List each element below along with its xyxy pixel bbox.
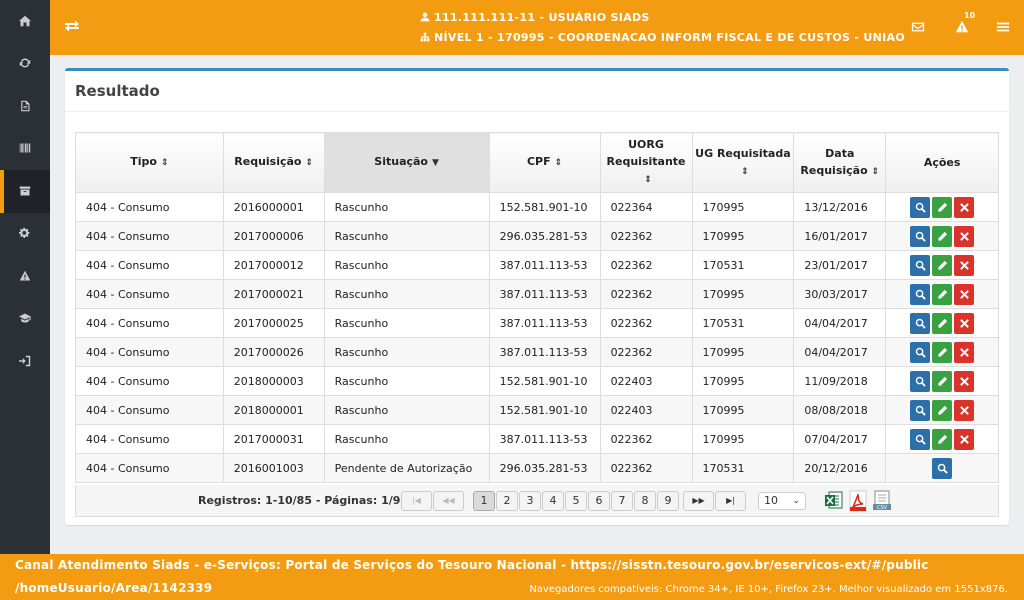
column-header-label: UORG Requisitante [606, 138, 686, 168]
sort-icon[interactable]: ⇕ [554, 158, 563, 168]
page-button-9[interactable]: 9 [657, 491, 679, 511]
cell-cpf: 387.011.113-53 [489, 338, 600, 367]
exchange-icon [64, 18, 80, 34]
cell-requisicao: 2017000025 [223, 309, 324, 338]
cell-actions [886, 367, 999, 396]
view-button[interactable] [910, 371, 930, 392]
cell-data: 13/12/2016 [794, 193, 886, 222]
gears-icon [19, 224, 31, 243]
column-header-data[interactable] [794, 133, 886, 193]
delete-button[interactable] [954, 197, 974, 218]
edit-button[interactable] [932, 284, 952, 305]
cell-uorg: 022403 [600, 367, 692, 396]
csv-label: CSV [876, 505, 888, 511]
cell-data: 23/01/2017 [794, 251, 886, 280]
cell-requisicao: 2017000026 [223, 338, 324, 367]
pdf-export-icon[interactable] [848, 490, 868, 512]
cell-tipo: 404 - Consumo [76, 425, 224, 454]
column-header-label: Data Requisição [800, 146, 868, 177]
page-size-select[interactable] [758, 492, 806, 510]
top-header [50, 0, 1024, 55]
sort-icon[interactable]: ⇕ [644, 175, 652, 185]
cell-uorg: 022362 [600, 309, 692, 338]
cell-actions [886, 280, 999, 309]
column-header-label: Requisição [234, 155, 302, 168]
next-page-button[interactable]: ▶▶ [683, 491, 714, 511]
page-button-2[interactable]: 2 [496, 491, 518, 511]
first-page-button[interactable]: |◀ [401, 491, 432, 511]
column-header-label: Ações [923, 156, 961, 169]
cell-cpf: 296.035.281-53 [489, 222, 600, 251]
edit-button[interactable] [932, 342, 952, 363]
cell-data: 04/04/2017 [794, 309, 886, 338]
pagination-bar [75, 485, 999, 517]
delete-button[interactable] [954, 226, 974, 247]
cell-data: 07/04/2017 [794, 425, 886, 454]
cell-uorg: 022364 [600, 193, 692, 222]
sidebar-item-settings[interactable] [0, 213, 50, 256]
cell-uorg: 022362 [600, 425, 692, 454]
sidebar-item-training[interactable] [0, 298, 50, 341]
alert-count-badge: 10 [964, 11, 976, 20]
document-icon [19, 97, 31, 116]
cell-actions [886, 338, 999, 367]
warning-icon [19, 267, 31, 286]
table-row [76, 309, 999, 338]
table-row [76, 222, 999, 251]
user-icon [420, 12, 430, 22]
delete-button[interactable] [954, 313, 974, 334]
cell-data: 20/12/2016 [794, 454, 886, 483]
cell-requisicao: 2017000031 [223, 425, 324, 454]
view-button[interactable] [910, 284, 930, 305]
delete-button[interactable] [954, 284, 974, 305]
results-table [75, 132, 999, 483]
column-header-label: Situação [374, 155, 428, 168]
column-header-requisicao[interactable] [223, 133, 324, 193]
cell-data: 11/09/2018 [794, 367, 886, 396]
cell-requisicao: 2017000012 [223, 251, 324, 280]
view-button[interactable] [910, 429, 930, 450]
table-row [76, 454, 999, 483]
cell-cpf: 152.581.901-10 [489, 193, 600, 222]
sidebar-item-login[interactable] [0, 340, 50, 383]
view-button[interactable] [910, 226, 930, 247]
refresh-icon [19, 54, 31, 73]
sidebar-item-archive[interactable] [0, 170, 50, 213]
level-line-text: NÍVEL 1 - 170995 - COORDENACAO INFORM FISCAL E DE CUSTOS - UNIAO [434, 31, 905, 44]
browser-compat-note: Navegadores compatíveis: Chrome 34+, IE 10+, Firefox 23+. Melhor visualizado em 1551x876. [529, 584, 1008, 595]
toggle-sidebar-button[interactable] [64, 18, 80, 34]
cell-ug: 170995 [692, 193, 794, 222]
cell-situacao: Pendente de Autorização [324, 454, 489, 483]
cell-tipo: 404 - Consumo [76, 396, 224, 425]
cell-situacao: Rascunho [324, 396, 489, 425]
chevron-down-icon: ⌄ [792, 496, 800, 506]
sort-icon[interactable]: ⇕ [160, 158, 169, 168]
edit-button[interactable] [932, 313, 952, 334]
cell-tipo: 404 - Consumo [76, 454, 224, 483]
cell-actions [886, 222, 999, 251]
menu-button[interactable] [996, 19, 1010, 33]
cell-actions [886, 396, 999, 425]
sidebar-item-document[interactable] [0, 85, 50, 128]
cell-situacao: Rascunho [324, 309, 489, 338]
last-page-button[interactable]: ▶| [715, 491, 746, 511]
cell-tipo: 404 - Consumo [76, 193, 224, 222]
column-header-tipo[interactable] [76, 133, 224, 193]
view-button[interactable] [910, 313, 930, 334]
sort-icon[interactable]: ⇕ [871, 166, 880, 177]
delete-button[interactable] [954, 400, 974, 421]
cell-data: 16/01/2017 [794, 222, 886, 251]
cell-tipo: 404 - Consumo [76, 222, 224, 251]
table-row [76, 425, 999, 454]
envelope-icon [911, 20, 925, 34]
cell-requisicao: 2016001003 [223, 454, 324, 483]
page-button-6[interactable]: 6 [588, 491, 610, 511]
cell-situacao: Rascunho [324, 280, 489, 309]
cell-cpf: 387.011.113-53 [489, 309, 600, 338]
cell-ug: 170995 [692, 367, 794, 396]
cell-actions [886, 309, 999, 338]
column-header-acoes [886, 133, 999, 193]
page-button-3[interactable]: 3 [519, 491, 541, 511]
cell-uorg: 022362 [600, 338, 692, 367]
cell-situacao: Rascunho [324, 222, 489, 251]
cell-requisicao: 2018000003 [223, 367, 324, 396]
table-row [76, 338, 999, 367]
cell-uorg: 022362 [600, 251, 692, 280]
edit-button[interactable] [932, 371, 952, 392]
cell-actions [886, 251, 999, 280]
result-panel [65, 68, 1009, 525]
column-header-label: Tipo [130, 155, 157, 168]
cell-situacao: Rascunho [324, 367, 489, 396]
cell-requisicao: 2016000001 [223, 193, 324, 222]
table-row [76, 280, 999, 309]
cell-cpf: 152.581.901-10 [489, 367, 600, 396]
table-header-row [76, 133, 999, 193]
cell-situacao: Rascunho [324, 425, 489, 454]
cell-uorg: 022362 [600, 454, 692, 483]
cell-requisicao: 2017000006 [223, 222, 324, 251]
cell-situacao: Rascunho [324, 193, 489, 222]
cell-ug: 170995 [692, 396, 794, 425]
cell-cpf: 296.035.281-53 [489, 454, 600, 483]
cell-ug: 170995 [692, 338, 794, 367]
pagination-info: Registros: 1-10/85 - Páginas: 1/9 [198, 494, 401, 507]
page-button-5[interactable]: 5 [565, 491, 587, 511]
edit-button[interactable] [932, 197, 952, 218]
page-button-4[interactable]: 4 [542, 491, 564, 511]
cell-requisicao: 2018000001 [223, 396, 324, 425]
previous-page-button[interactable]: ◀◀ [433, 491, 464, 511]
cell-cpf: 152.581.901-10 [489, 396, 600, 425]
sidebar-item-home[interactable] [0, 0, 50, 43]
cell-ug: 170531 [692, 251, 794, 280]
sidebar-item-barcode[interactable] [0, 128, 50, 171]
delete-button[interactable] [954, 255, 974, 276]
delete-button[interactable] [954, 429, 974, 450]
cell-uorg: 022362 [600, 280, 692, 309]
page-button-8[interactable]: 8 [634, 491, 656, 511]
user-line-text: 111.111.111-11 - USUÁRIO SIADS [434, 11, 650, 24]
page-size-value: 10 [764, 494, 778, 507]
column-header-label: UG Requisitada [695, 146, 791, 160]
view-button[interactable] [910, 255, 930, 276]
column-header-cpf[interactable] [489, 133, 600, 193]
sitemap-icon [420, 32, 430, 42]
page-button-7[interactable]: 7 [611, 491, 633, 511]
sidebar [0, 0, 50, 554]
csv-export-icon[interactable] [872, 490, 892, 512]
footer-link-line2[interactable]: /homeUsuario/Area/1142339 [15, 581, 213, 595]
cell-data: 08/08/2018 [794, 396, 886, 425]
barcode-icon [19, 139, 31, 158]
mail-button[interactable] [911, 19, 925, 33]
home-icon [19, 12, 31, 31]
cell-data: 04/04/2017 [794, 338, 886, 367]
table-row [76, 396, 999, 425]
cell-data: 30/03/2017 [794, 280, 886, 309]
sort-icon[interactable]: ⇕ [305, 158, 314, 168]
archive-icon [19, 182, 31, 201]
excel-export-icon[interactable] [824, 490, 844, 512]
view-button[interactable] [910, 400, 930, 421]
cell-cpf: 387.011.113-53 [489, 425, 600, 454]
cell-requisicao: 2017000021 [223, 280, 324, 309]
sidebar-item-refresh[interactable] [0, 43, 50, 86]
column-header-uorg[interactable] [600, 133, 692, 193]
cell-tipo: 404 - Consumo [76, 280, 224, 309]
cell-cpf: 387.011.113-53 [489, 280, 600, 309]
page-button-1[interactable]: 1 [473, 491, 495, 511]
warning-icon [955, 20, 969, 34]
sign-in-icon [19, 352, 31, 371]
cell-situacao: Rascunho [324, 338, 489, 367]
view-button[interactable] [910, 197, 930, 218]
edit-button[interactable] [932, 226, 952, 247]
cell-ug: 170995 [692, 222, 794, 251]
table-body [76, 193, 999, 483]
sort-desc-icon[interactable]: ▼ [432, 158, 439, 168]
hamburger-icon [996, 20, 1010, 34]
cell-ug: 170995 [692, 425, 794, 454]
cell-tipo: 404 - Consumo [76, 309, 224, 338]
edit-button[interactable] [932, 255, 952, 276]
column-header-situacao[interactable] [324, 133, 489, 193]
cell-actions [886, 425, 999, 454]
cell-uorg: 022362 [600, 222, 692, 251]
cell-ug: 170531 [692, 309, 794, 338]
view-button[interactable] [910, 342, 930, 363]
cell-tipo: 404 - Consumo [76, 251, 224, 280]
delete-button[interactable] [954, 371, 974, 392]
footer [0, 554, 1024, 600]
results-table-wrapper [75, 132, 999, 483]
sort-icon[interactable]: ⇕ [741, 166, 749, 177]
panel-title: Resultado [75, 82, 160, 100]
cell-uorg: 022403 [600, 396, 692, 425]
edit-button[interactable] [932, 429, 952, 450]
table-row [76, 251, 999, 280]
cell-cpf: 387.011.113-53 [489, 251, 600, 280]
view-button[interactable] [932, 458, 952, 479]
sidebar-item-warning[interactable] [0, 255, 50, 298]
alerts-button[interactable] [955, 19, 969, 33]
cell-tipo: 404 - Consumo [76, 367, 224, 396]
cell-ug: 170995 [692, 280, 794, 309]
cell-actions [886, 454, 999, 483]
delete-button[interactable] [954, 342, 974, 363]
graduation-cap-icon [19, 309, 31, 328]
panel-divider [65, 111, 1009, 112]
column-header-label: CPF [526, 155, 551, 168]
table-row [76, 193, 999, 222]
user-info [420, 11, 650, 24]
edit-button[interactable] [932, 400, 952, 421]
level-info [420, 31, 905, 44]
footer-link-line1[interactable]: Canal Atendimento Siads - e-Serviços: Portal de Serviços do Tesouro Nacional - https://sisstn.tesouro.gov.br/eservicos-ext/#/public [15, 558, 929, 572]
cell-situacao: Rascunho [324, 251, 489, 280]
column-header-ug[interactable] [692, 133, 794, 193]
cell-actions [886, 193, 999, 222]
cell-tipo: 404 - Consumo [76, 338, 224, 367]
cell-ug: 170531 [692, 454, 794, 483]
table-row [76, 367, 999, 396]
